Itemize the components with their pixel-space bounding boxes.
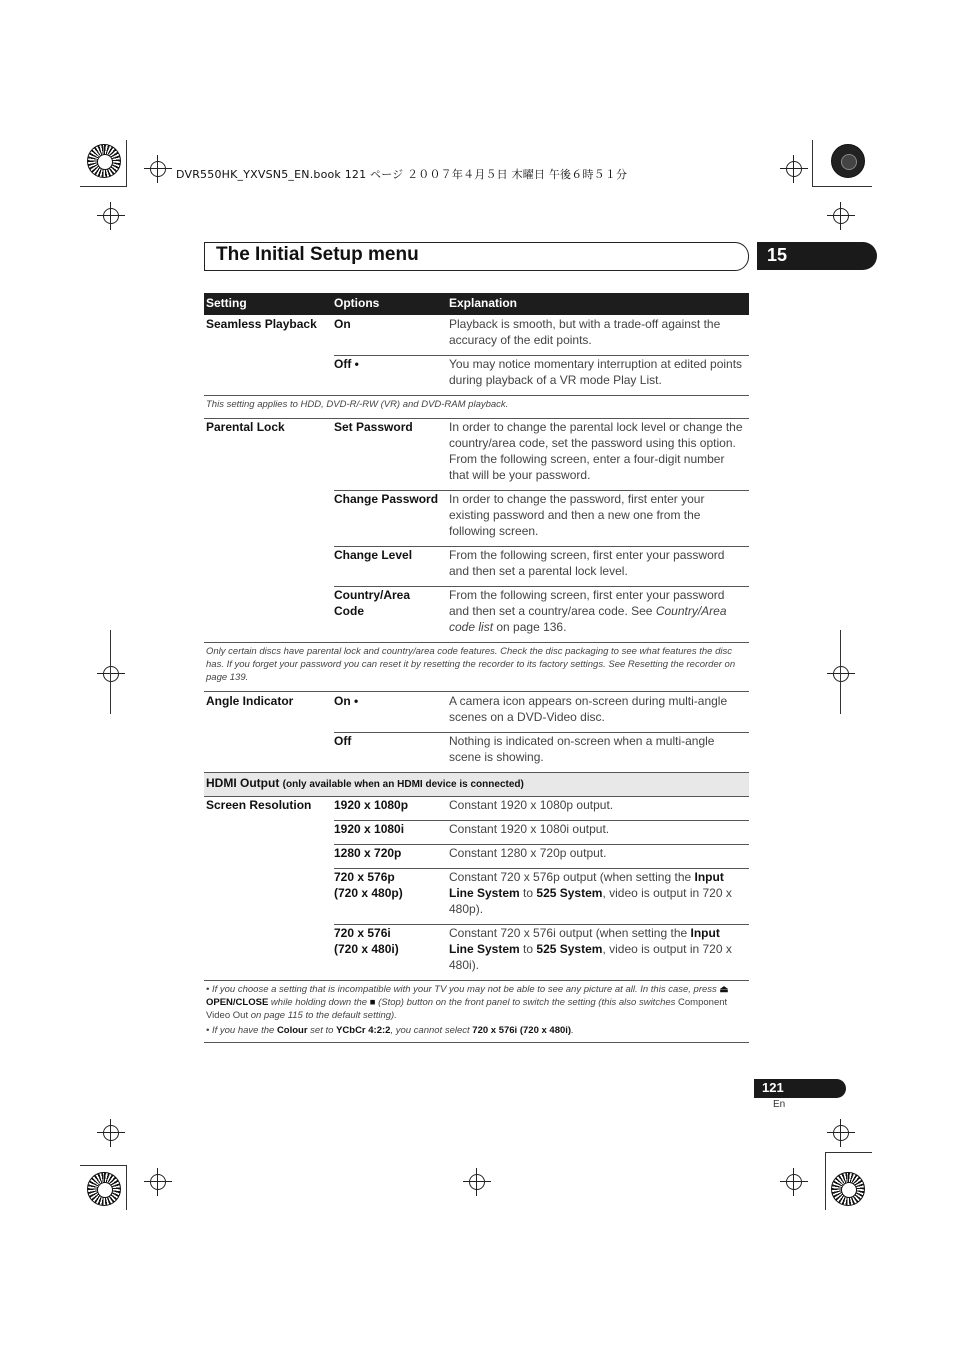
crosshair-icon xyxy=(833,666,849,682)
crop-line xyxy=(825,1152,826,1210)
option-explanation: Constant 720 x 576p output (when setting the Input Line System to 525 System, video is output in 720 x 480p). xyxy=(449,870,732,916)
setting-name: Seamless Playback xyxy=(206,317,317,331)
option-name: On xyxy=(334,317,351,331)
language-code: En xyxy=(773,1099,786,1110)
option-name: 1920 x 1080i xyxy=(334,822,405,836)
file-header: DVR550HK_YXVSN5_EN.book 121 ページ ２００７年４月５日 木曜日 午後６時５１分 xyxy=(176,168,628,181)
table-header xyxy=(204,293,749,315)
option-explanation: In order to change the password, first enter your existing password and then a new one from the following screen. xyxy=(449,492,705,538)
registration-wheel-icon xyxy=(831,1172,865,1206)
page-number-tab xyxy=(754,1079,846,1098)
option-name: 1920 x 1080p xyxy=(334,798,409,812)
option-name: 720 x 576p (720 x 480p) xyxy=(334,870,403,900)
section-band xyxy=(204,772,749,797)
divider xyxy=(204,691,749,692)
option-explanation: Playback is smooth, but with a trade-off against the accuracy of the edit points. xyxy=(449,317,721,347)
registration-wheel-icon xyxy=(87,1172,121,1206)
setting-name: Parental Lock xyxy=(206,420,285,434)
crop-line xyxy=(812,140,813,187)
option-name: Set Password xyxy=(334,420,413,434)
option-explanation: Constant 720 x 576i output (when setting the Input Line System to 525 System, video is output in 720 x 480i). xyxy=(449,926,732,972)
crop-line xyxy=(825,1152,872,1153)
option-name: Change Level xyxy=(334,548,413,562)
footnote: • If you choose a setting that is incompatible with your TV you may not be able to see any picture at all. In this case, press ⏏ OPEN/CLOSE while holding down the ■ (Stop) button on the front panel to switch the setting (this also switches Component Video Out on page 115 to the default setting). xyxy=(206,984,729,1021)
crop-line xyxy=(80,1165,127,1166)
option-name: Change Password xyxy=(334,492,439,506)
crosshair-icon xyxy=(150,1174,166,1190)
option-explanation: From the following screen, first enter your password and then set a country/area code. See Country/Area code list on page 136. xyxy=(449,588,727,634)
chapter-number: 15 xyxy=(767,245,788,265)
option-name: On • xyxy=(334,694,359,708)
option-explanation: Constant 1920 x 1080p output. xyxy=(449,798,614,812)
crosshair-icon xyxy=(833,208,849,224)
crosshair-icon xyxy=(150,161,166,177)
option-name: 720 x 576i (720 x 480i) xyxy=(334,926,399,956)
chapter-tab xyxy=(757,242,877,270)
option-name: Off • xyxy=(334,357,359,371)
link-text: Country/Area code list xyxy=(449,604,727,634)
option-explanation: In order to change the parental lock level or change the country/area code, set the password using this option. From the following screen, enter a four-digit number that will be your password. xyxy=(449,420,743,482)
crosshair-icon xyxy=(469,1174,485,1190)
crosshair-icon xyxy=(103,1125,119,1141)
crop-line xyxy=(126,1165,127,1210)
crosshair-icon xyxy=(786,1174,802,1190)
crosshair-icon xyxy=(103,666,119,682)
page-number: 121 xyxy=(762,1080,784,1095)
settings-table xyxy=(204,293,749,1036)
crop-line xyxy=(840,630,841,714)
option-explanation: From the following screen, first enter your password and then set a parental lock level. xyxy=(449,548,725,578)
crop-line xyxy=(126,140,127,187)
option-name: Country/Area Code xyxy=(334,588,411,618)
option-explanation: A camera icon appears on-screen during multi-angle scenes on a DVD-Video disc. xyxy=(449,694,728,724)
column-header: Options xyxy=(334,296,380,310)
option-explanation: You may notice momentary interruption at edited points during playback of a VR mode Play List. xyxy=(449,357,743,387)
column-header: Setting xyxy=(206,296,247,310)
registration-wheel-icon xyxy=(831,144,865,178)
option-name: Off xyxy=(334,734,352,748)
crosshair-icon xyxy=(103,208,119,224)
column-header: Explanation xyxy=(449,296,518,310)
option-explanation: Nothing is indicated on-screen when a multi-angle scene is showing. xyxy=(449,734,715,764)
table-note: This setting applies to HDD, DVD-R/-RW (VR) and DVD-RAM playback. xyxy=(206,399,509,410)
divider xyxy=(204,980,749,981)
section-title: HDMI Output xyxy=(206,776,280,790)
divider xyxy=(204,395,749,396)
page-title: The Initial Setup menu xyxy=(216,244,419,265)
option-name: 1280 x 720p xyxy=(334,846,402,860)
footnote: • If you have the Colour set to YCbCr 4:2:2, you cannot select 720 x 576i (720 x 480i). xyxy=(206,1025,574,1036)
crop-line xyxy=(110,630,111,714)
crop-line xyxy=(812,186,872,187)
option-explanation: Constant 1280 x 720p output. xyxy=(449,846,607,860)
divider xyxy=(204,642,749,643)
stop-icon: ■ xyxy=(369,997,376,1008)
crosshair-icon xyxy=(786,161,802,177)
crop-line xyxy=(80,186,127,187)
setting-name: Angle Indicator xyxy=(206,694,294,708)
divider xyxy=(204,1042,749,1043)
eject-icon: ⏏ xyxy=(719,984,729,995)
table-note: Only certain discs have parental lock and country/area code features. Check the disc packaging to see what features the disc has. If you forget your password you can reset it by resetting the recorder to its factory settings. See Resetting the recorder on page 139. xyxy=(206,646,736,683)
option-explanation: Constant 1920 x 1080i output. xyxy=(449,822,610,836)
crosshair-icon xyxy=(833,1125,849,1141)
table-row xyxy=(204,316,749,356)
registration-wheel-icon xyxy=(87,144,121,178)
setting-name: Screen Resolution xyxy=(206,798,312,812)
section-subtitle: (only available when an HDMI device is connected) xyxy=(282,779,524,790)
